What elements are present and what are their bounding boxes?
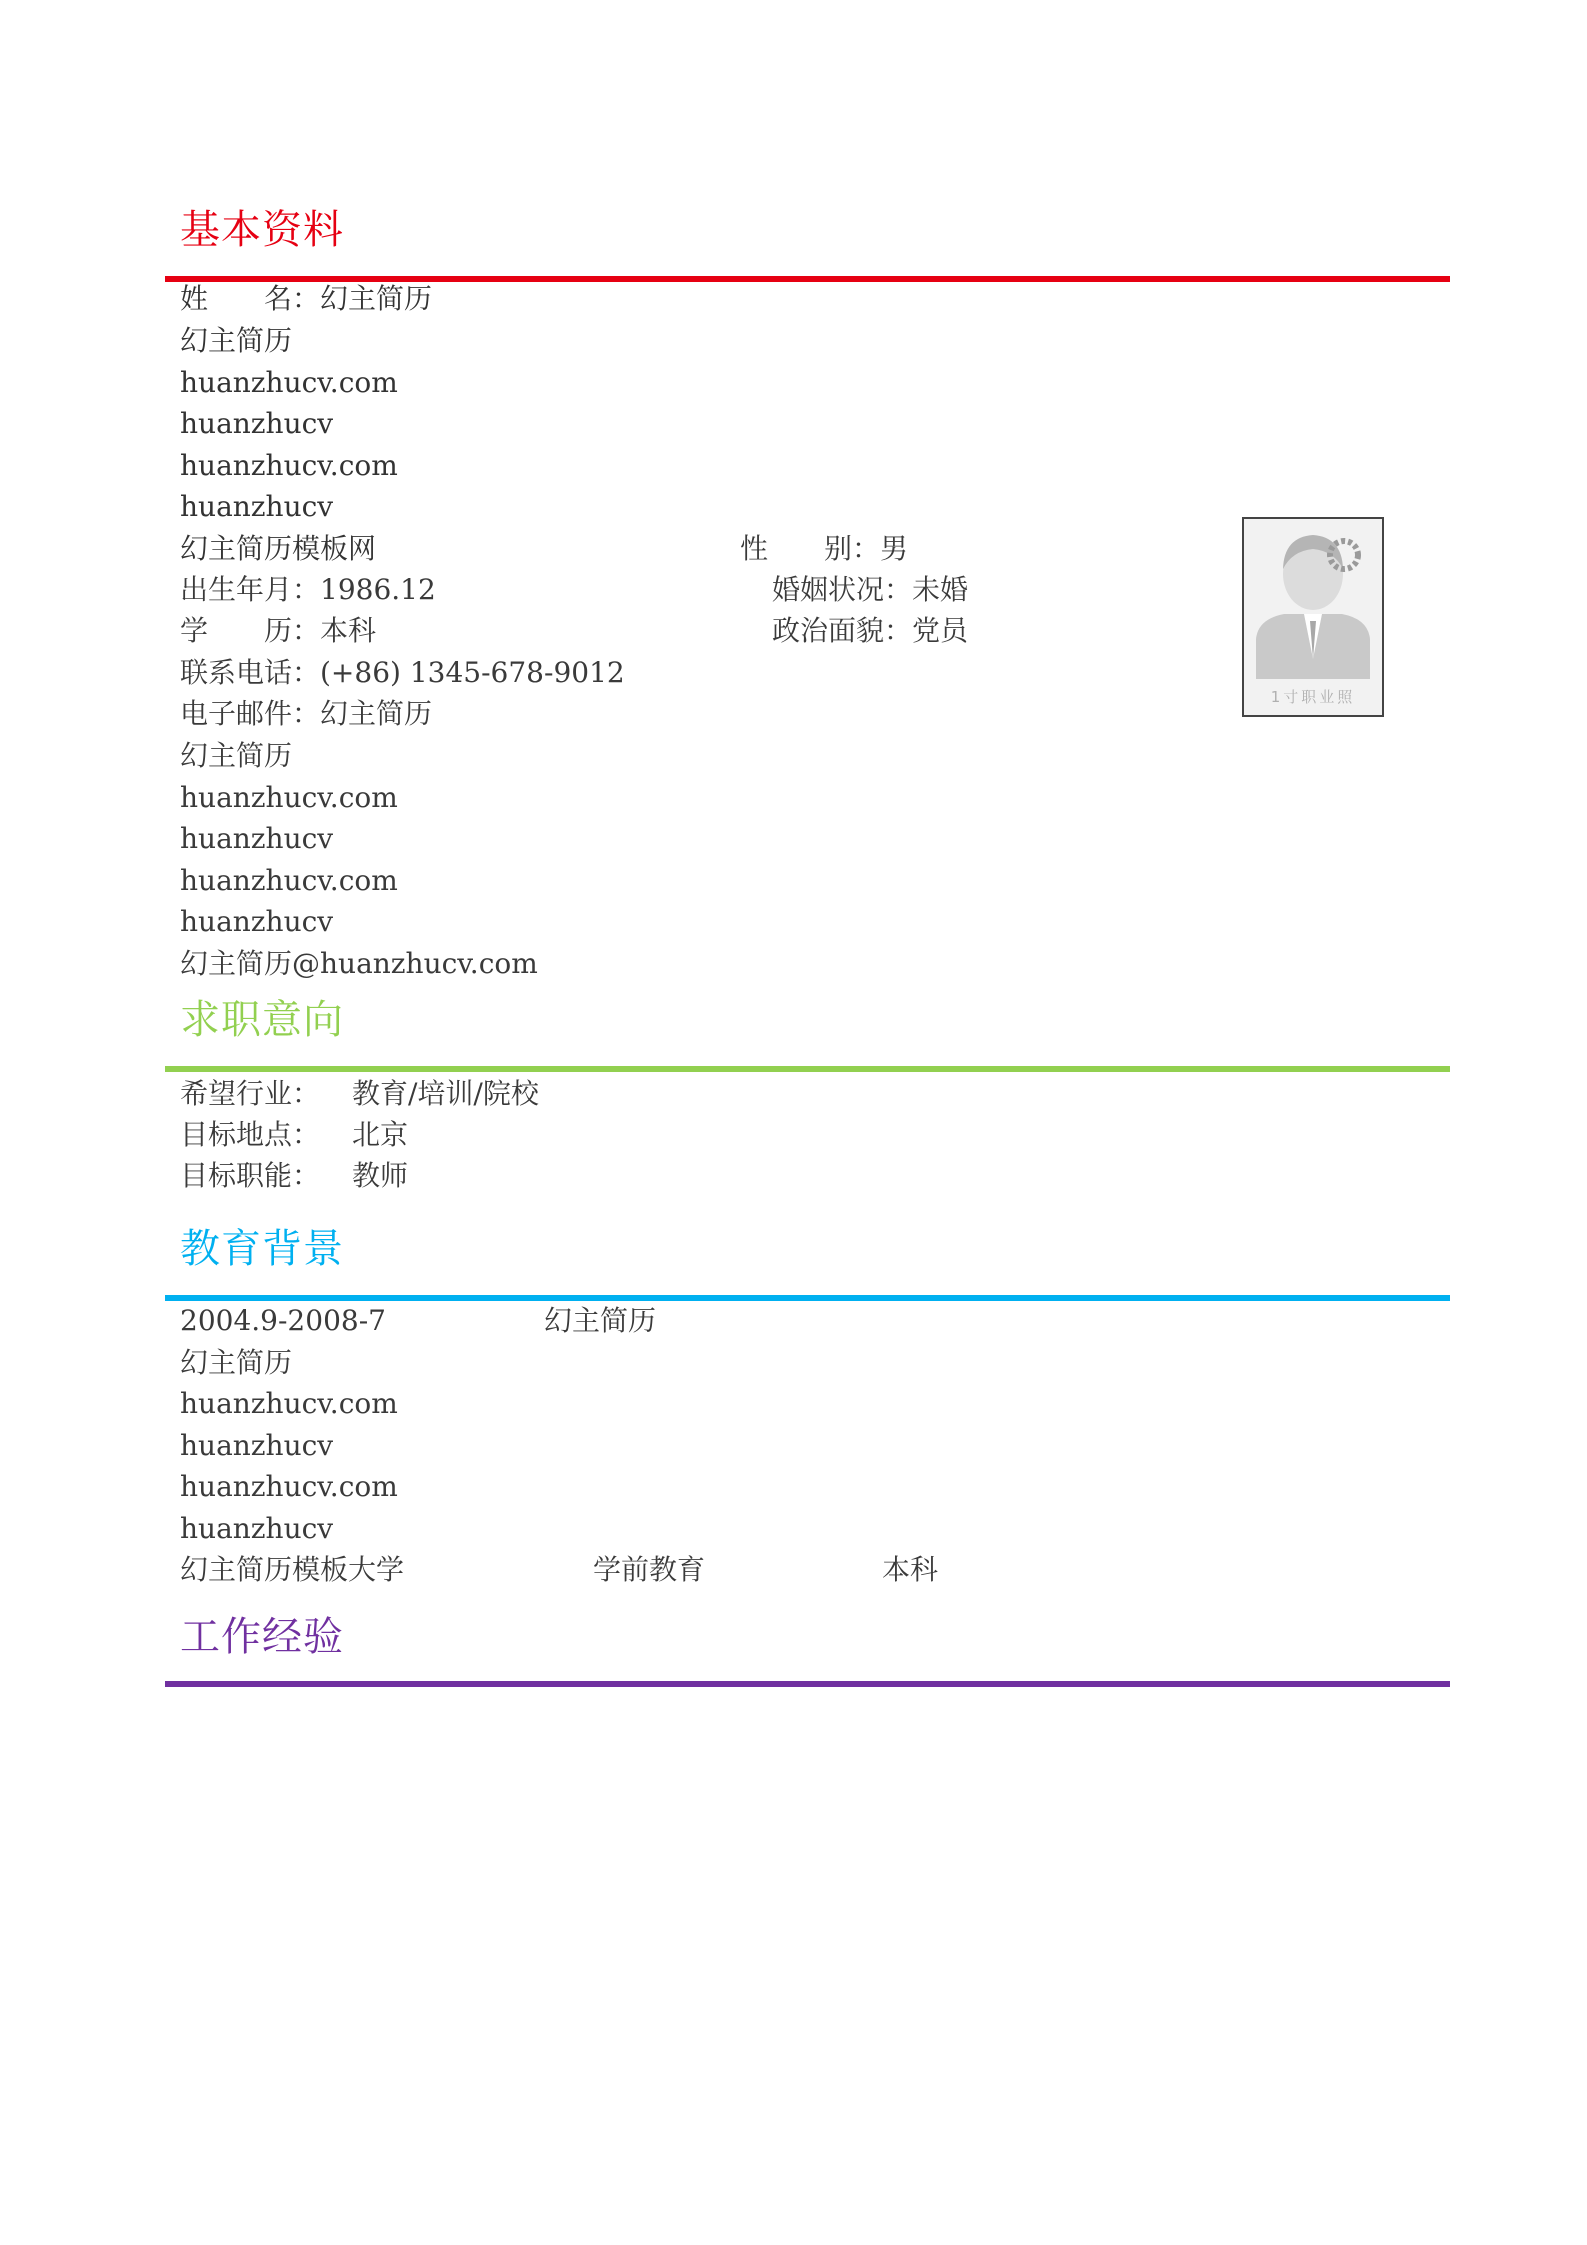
intent-location-value: 北京 xyxy=(352,1118,409,1151)
intent-industry-value: 教育/培训/院校 xyxy=(352,1077,539,1110)
email-extra-line: huanzhucv xyxy=(180,822,334,855)
intent-function-label: 目标职能： xyxy=(180,1159,321,1192)
education-extra-line: huanzhucv.com xyxy=(180,1470,398,1503)
degree-field: 学 历：本科 xyxy=(180,614,377,647)
education-degree: 本科 xyxy=(882,1553,939,1586)
intent-function-value: 教师 xyxy=(352,1159,409,1192)
gender-label: 性 别： xyxy=(740,532,881,565)
name-field: 姓 名：幻主简历 xyxy=(180,282,433,315)
marital-field: 婚姻状况：未婚 xyxy=(772,573,969,606)
section-title-job-intent: 求职意向 xyxy=(180,997,344,1043)
education-period-note: 幻主简历 xyxy=(544,1304,657,1337)
email-extra-line: huanzhucv.com xyxy=(180,864,398,897)
name-extra-line: huanzhucv xyxy=(180,407,334,440)
gender-value: 男 xyxy=(880,532,909,565)
intent-industry-label: 希望行业： xyxy=(180,1077,321,1110)
name-extra-line: huanzhucv.com xyxy=(180,366,398,399)
birth-field: 出生年月：1986.12 xyxy=(180,573,436,606)
photo-caption: 1寸职业照 xyxy=(1270,688,1356,706)
section-title-work-experience: 工作经验 xyxy=(180,1614,344,1660)
section-title-basic-info: 基本资料 xyxy=(180,207,344,253)
avatar-placeholder-icon xyxy=(1244,519,1382,679)
gender-field xyxy=(740,532,908,566)
education-extra-line: huanzhucv xyxy=(180,1512,334,1545)
email-extra-line: 幻主简历 xyxy=(180,739,293,772)
education-major: 学前教育 xyxy=(593,1553,706,1586)
email-extra-line: huanzhucv.com xyxy=(180,781,398,814)
education-extra-line: huanzhucv.com xyxy=(180,1387,398,1420)
divider-job-intent xyxy=(165,1066,1450,1072)
section-title-education: 教育背景 xyxy=(180,1226,344,1272)
name-extra-line: 幻主简历 xyxy=(180,324,293,357)
education-school: 幻主简历模板大学 xyxy=(180,1553,405,1586)
political-field: 政治面貌：党员 xyxy=(772,614,969,647)
divider-education xyxy=(165,1295,1450,1301)
email-extra-line: huanzhucv xyxy=(180,905,334,938)
name-extra-line: huanzhucv xyxy=(180,490,334,523)
education-period: 2004.9-2008-7 xyxy=(180,1304,386,1337)
education-extra-line: huanzhucv xyxy=(180,1429,334,1462)
intent-location-label: 目标地点： xyxy=(180,1118,321,1151)
name-extra-line: 幻主简历模板网 xyxy=(180,532,377,565)
email-address: 幻主简历@huanzhucv.com xyxy=(180,947,538,980)
phone-field: 联系电话：(+86) 1345-678-9012 xyxy=(180,656,625,689)
profile-photo xyxy=(1242,517,1384,717)
email-field: 电子邮件：幻主简历 xyxy=(180,697,433,730)
name-extra-line: huanzhucv.com xyxy=(180,449,398,482)
education-extra-line: 幻主简历 xyxy=(180,1346,293,1379)
divider-work-experience xyxy=(165,1681,1450,1687)
